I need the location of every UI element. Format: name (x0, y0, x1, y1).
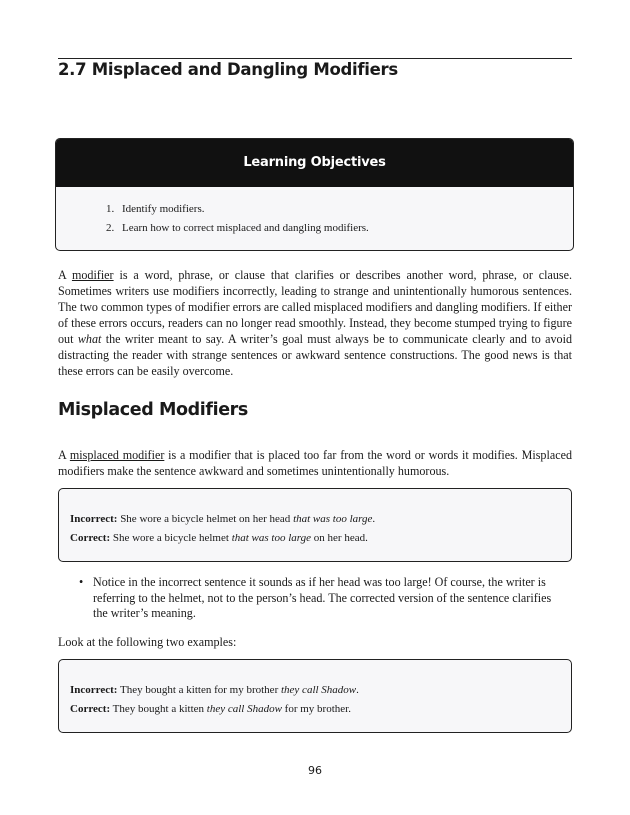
look-examples-text: Look at the following two examples: (58, 635, 237, 649)
example-box-helmet (58, 488, 572, 562)
incorrect-label: Incorrect: (70, 684, 118, 696)
objective-text: Learn how to correct misplaced and dangling modifiers. (122, 222, 369, 234)
bullet-text: Notice in the incorrect sentence it sounds as if her head was too large! Of course, the writer is referring to the helmet, not to the person’s head. The corrected version of the sentence clarifies the writer’s meaning. (93, 575, 552, 620)
objective-item (106, 202, 369, 221)
section-title: 2.7 Misplaced and Dangling Modifiers (58, 60, 398, 79)
example-text: on her head. (311, 532, 368, 544)
misplaced-modifiers-heading: Misplaced Modifiers (58, 400, 248, 420)
learning-objectives-list (106, 202, 369, 240)
incorrect-label: Incorrect: (70, 513, 118, 525)
modifier-phrase: that was too large (293, 513, 373, 525)
example-text: They bought a kitten for my brother (117, 684, 281, 696)
example-text: They bought a kitten (110, 703, 207, 715)
correct-example (70, 532, 368, 544)
incorrect-example (70, 684, 359, 696)
modifier-term: modifier (71, 268, 114, 283)
definition-text: is a modifier that is placed too far from the word or words it modifies. Misplaced modifiers make the sentence awkward and sometimes unintentionally humorous. (58, 448, 572, 478)
intro-text: is a word, phrase, or clause that clarifies or describes another word, phrase, or clause. Sometimes writers use modifiers incorrectly, leading to strange and unintentionally humorous sentences. The two common types of modifier errors are called misplaced modifiers and dangling modifiers. If either of these errors occurs, readers can no longer read smoothly. Instead, they become stumped trying to figure out (58, 268, 572, 346)
modifier-phrase: that was too large (231, 532, 312, 544)
modifier-phrase: they call Shadow (280, 684, 357, 696)
example-text: She wore a bicycle helmet on her head (117, 513, 294, 525)
intro-text: A (58, 268, 72, 283)
example-text: for my brother. (281, 703, 351, 715)
example-box-kitten (58, 659, 572, 733)
page-number: 96 (308, 764, 322, 777)
misplaced-definition (58, 448, 572, 480)
example-text: . (356, 684, 359, 696)
correct-label: Correct: (70, 532, 111, 544)
definition-text: A (58, 448, 70, 463)
objective-number: 2. (106, 222, 115, 234)
top-rule (58, 58, 572, 59)
incorrect-example (70, 513, 375, 525)
objective-item (106, 221, 369, 240)
example-text: . (372, 513, 376, 525)
objective-text: Identify modifiers. (122, 203, 205, 215)
misplaced-modifier-term: misplaced modifier (69, 448, 165, 463)
what-emphasis: what (77, 331, 102, 346)
correct-label: Correct: (70, 703, 111, 715)
intro-paragraph (58, 268, 572, 379)
bullet-symbol: • (79, 575, 84, 589)
learning-objectives-heading: Learning Objectives (56, 139, 573, 187)
example-text: She wore a bicycle helmet (110, 532, 232, 544)
modifier-phrase: they call Shadow (206, 703, 282, 715)
bullet-note (79, 575, 563, 622)
learning-objectives-box (55, 138, 574, 251)
correct-example (70, 703, 351, 715)
intro-text: the writer meant to say. A writer’s goal must always be to communicate clearly and to avoid distracting the reader with strange sentences or awkward sentence constructions. The good news is that these errors can be easily overcome. (58, 331, 572, 378)
objective-number: 1. (106, 203, 115, 215)
